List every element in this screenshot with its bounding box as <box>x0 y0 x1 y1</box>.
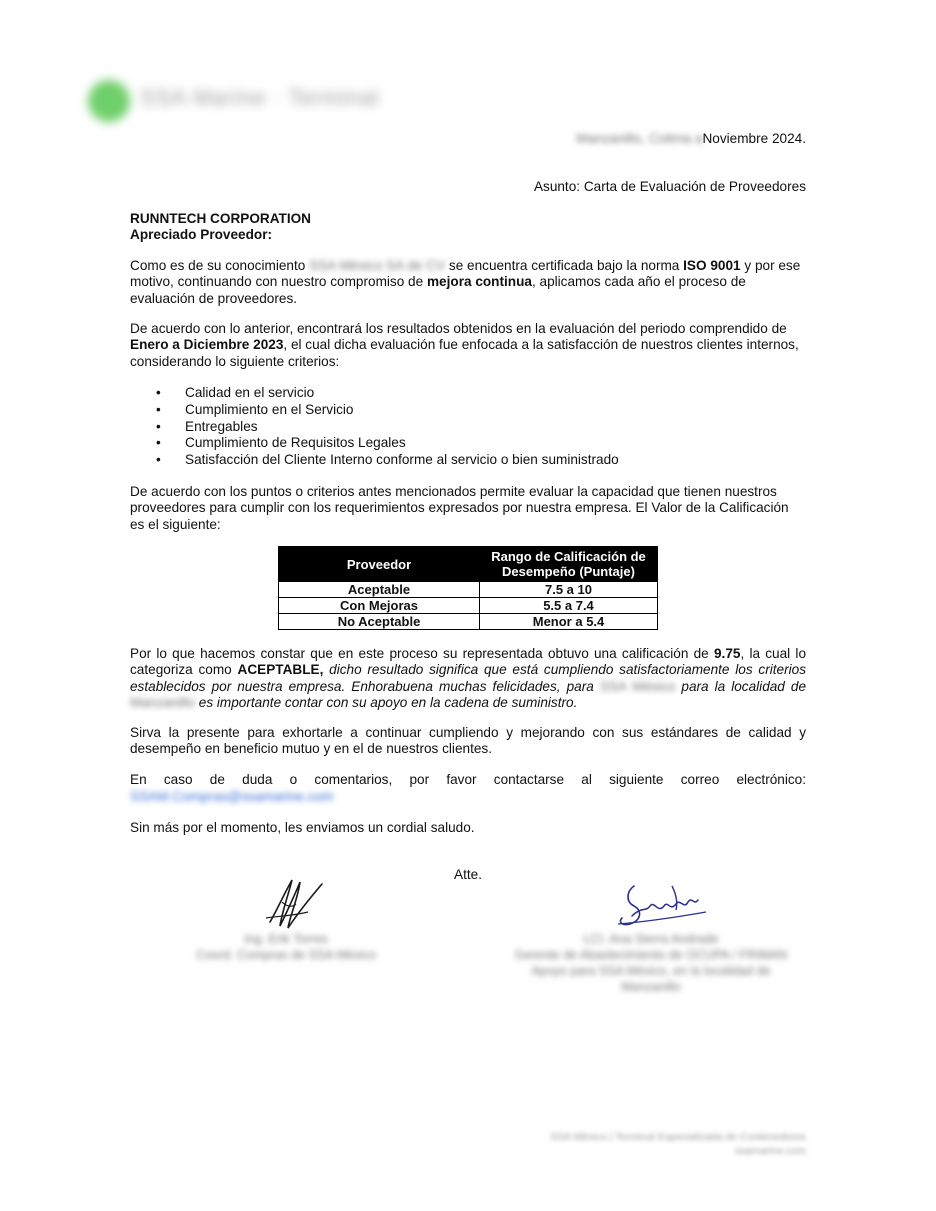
table-cell: 7.5 a 10 <box>480 582 658 598</box>
text: y por ese motivo, continuando con nuestro compromiso de <box>130 258 801 290</box>
table-cell: Aceptable <box>279 582 480 598</box>
table-cell: Menor a 5.4 <box>480 614 658 630</box>
text: , aplicamos cada año el proceso de evaluación de proveedores. <box>130 274 746 306</box>
closing: Atte. <box>454 867 482 882</box>
header-provider: Proveedor <box>279 547 480 582</box>
signature-left-image <box>262 872 332 934</box>
iso-norm: ISO 9001 <box>683 258 741 273</box>
paragraph-intro <box>130 258 806 307</box>
text: Como es de su conocimiento <box>130 258 306 273</box>
list-item: • Entregables <box>156 419 619 436</box>
list-item: • Calidad en el servicio <box>156 385 619 402</box>
signer-left-title: Coord. Compras de SSA México <box>196 948 376 962</box>
table-row <box>279 598 658 614</box>
table-row <box>279 614 658 630</box>
contact-email-link[interactable]: SSAM.Compras@ssamarine.com <box>130 789 334 804</box>
subject-line: Asunto: Carta de Evaluación de Proveedores <box>533 179 806 194</box>
signer-right-title: Gerente de Abastecimiento de OCUPA / FRIMAN <box>514 948 788 962</box>
redacted-company: SSA México <box>599 678 676 694</box>
recipient-company: RUNNTECH CORPORATION <box>130 211 311 226</box>
evaluation-period: Enero a Diciembre 2023 <box>130 337 284 353</box>
footer-line-1: SSA México | Terminal Especializada de Contenedores <box>550 1131 806 1143</box>
logo-mark <box>88 80 130 122</box>
paragraph-contact: En caso de duda o comentarios, por favor contactarse al siguiente correo electrónico: <box>130 772 806 787</box>
signer-right-line4: Manzanillo <box>621 980 681 994</box>
signature-right-image <box>612 876 712 936</box>
date-text: Noviembre 2024. <box>702 131 806 146</box>
signer-right <box>486 931 816 995</box>
redacted-place: Manzanillo, Colima a <box>576 131 703 146</box>
paragraph-rating-intro: De acuerdo con los puntos o criterios antes mencionados permite evaluar la capacidad que tienen nuestros proveedores para cumplir con los requerimientos expresados por nuestra empresa. El Valor de la Calificación es el siguiente: <box>130 484 789 532</box>
signer-right-name: LCI. Ana Sierra Andrade <box>583 932 719 946</box>
score-value: 9.75 <box>713 646 741 661</box>
category-value: ACEPTABLE, <box>237 662 324 678</box>
text-italic: para la localidad de <box>681 678 807 694</box>
paragraph-period <box>130 321 806 370</box>
redacted-location: Manzanillo <box>130 695 195 711</box>
text: se encuentra certificada bajo la norma <box>448 258 680 273</box>
table-cell: Con Mejoras <box>279 598 480 614</box>
text: De acuerdo con lo anterior, encontrará los resultados obtenidos en la evaluación del periodo comprendido de <box>130 321 787 336</box>
text: Por lo que hacemos constar que en este proceso su representada obtuvo una calificación de <box>130 646 709 661</box>
text-italic: es importante contar con su apoyo en la cadena de suministro. <box>198 695 578 711</box>
signer-right-line3: Apoyo para SSA México, en la localidad de <box>531 964 771 978</box>
table-header-row <box>279 547 658 582</box>
header-range: Rango de Calificación de Desempeño (Puntaje) <box>480 547 658 582</box>
greeting: Apreciado Proveedor: <box>130 227 273 242</box>
company-logo <box>84 72 404 130</box>
paragraph-result <box>130 646 806 712</box>
redacted-company: SSA México SA de CV <box>309 258 446 273</box>
table-cell: 5.5 a 7.4 <box>480 598 658 614</box>
rating-table <box>278 546 658 630</box>
list-item: • Satisfacción del Cliente Interno conforme al servicio o bien suministrado <box>156 452 619 469</box>
paragraph-exhortation: Sirva la presente para exhortarle a continuar cumpliendo y mejorando con sus estándares de calidad y desempeño en beneficio mutuo y en el de nuestros clientes. <box>130 725 806 757</box>
signer-left <box>168 931 404 963</box>
text: , el cual dicha evaluación fue enfocada a la satisfacción de nuestros clientes internos, considerando lo siguiente criterios: <box>130 337 799 369</box>
email-line <box>130 789 333 805</box>
list-item: • Cumplimiento de Requisitos Legales <box>156 435 619 452</box>
date-line <box>576 131 806 147</box>
criteria-list <box>156 385 619 469</box>
text: , la cual lo categoriza como <box>130 646 807 678</box>
table-cell: No Aceptable <box>279 614 480 630</box>
footer-line-2: ssamarine.com <box>734 1145 806 1157</box>
logo-text: SSA Marine · Terminal <box>140 85 380 110</box>
page-footer <box>550 1130 806 1158</box>
table-row <box>279 582 658 598</box>
signer-left-name: Ing. Erik Torres <box>244 932 328 946</box>
emphasis-mejora: mejora continua <box>426 274 532 290</box>
list-item: • Cumplimiento en el Servicio <box>156 402 619 419</box>
text-italic: dicho resultado significa que está cumpliendo satisfactoriamente los criterios establecidos por nuestra empresa. Enhorabuena muchas felicidades, para <box>130 662 806 694</box>
paragraph-farewell: Sin más por el momento, les enviamos un cordial saludo. <box>130 820 475 835</box>
